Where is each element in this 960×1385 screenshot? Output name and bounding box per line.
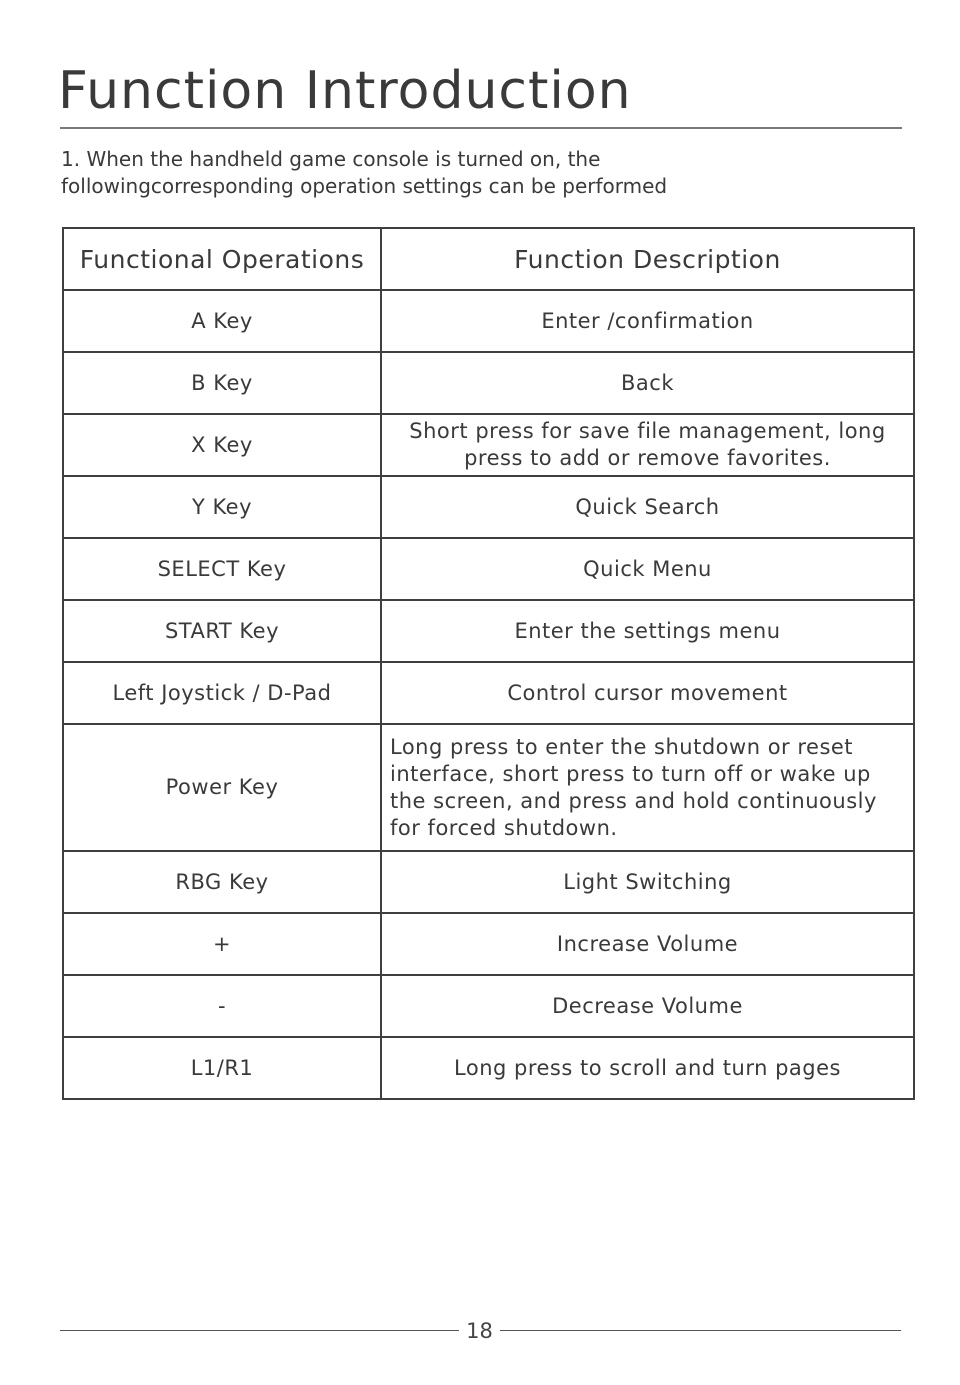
operation-cell: - (63, 975, 381, 1037)
table-row (63, 1037, 914, 1099)
description-cell: Back (381, 352, 914, 414)
header-function-description: Function Description (381, 228, 914, 290)
table-header-row (63, 228, 914, 290)
table-row (63, 724, 914, 851)
table-row (63, 414, 914, 476)
table-row (63, 600, 914, 662)
footer-rule-right (500, 1330, 901, 1331)
description-cell: Decrease Volume (381, 975, 914, 1037)
operation-cell: Left Joystick / D-Pad (63, 662, 381, 724)
description-cell: Enter the settings menu (381, 600, 914, 662)
table-row (63, 476, 914, 538)
page-number: 18 (466, 1319, 493, 1343)
title-divider (60, 127, 902, 129)
operation-cell: B Key (63, 352, 381, 414)
operation-cell: Power Key (63, 724, 381, 851)
footer-rule-left (60, 1330, 459, 1331)
description-cell: Short press for save file management, long press to add or remove favorites. (381, 414, 914, 476)
operation-cell: A Key (63, 290, 381, 352)
header-functional-operations: Functional Operations (63, 228, 381, 290)
description-cell: Increase Volume (381, 913, 914, 975)
table-row (63, 662, 914, 724)
function-table (62, 227, 915, 1100)
operation-cell: START Key (63, 600, 381, 662)
description-cell: Control cursor movement (381, 662, 914, 724)
intro-paragraph (61, 146, 881, 200)
operation-cell: X Key (63, 414, 381, 476)
operation-cell: RBG Key (63, 851, 381, 913)
table-row (63, 538, 914, 600)
table-row (63, 851, 914, 913)
description-cell: Long press to scroll and turn pages (381, 1037, 914, 1099)
table-row (63, 913, 914, 975)
operation-cell: + (63, 913, 381, 975)
operation-cell: L1/R1 (63, 1037, 381, 1099)
description-cell: Enter /confirmation (381, 290, 914, 352)
description-cell: Long press to enter the shutdown or reset interface, short press to turn off or wake up the screen, and press and hold continuously for forced shutdown. (381, 724, 914, 851)
intro-line-1: 1. When the handheld game console is turned on, the (61, 147, 601, 171)
operation-cell: SELECT Key (63, 538, 381, 600)
description-cell: Light Switching (381, 851, 914, 913)
operation-cell: Y Key (63, 476, 381, 538)
page-title: Function Introduction (58, 61, 632, 121)
intro-line-2: followingcorresponding operation settings can be performed (61, 174, 668, 198)
table-row (63, 352, 914, 414)
table-row (63, 975, 914, 1037)
description-cell: Quick Menu (381, 538, 914, 600)
description-cell: Quick Search (381, 476, 914, 538)
table-row (63, 290, 914, 352)
